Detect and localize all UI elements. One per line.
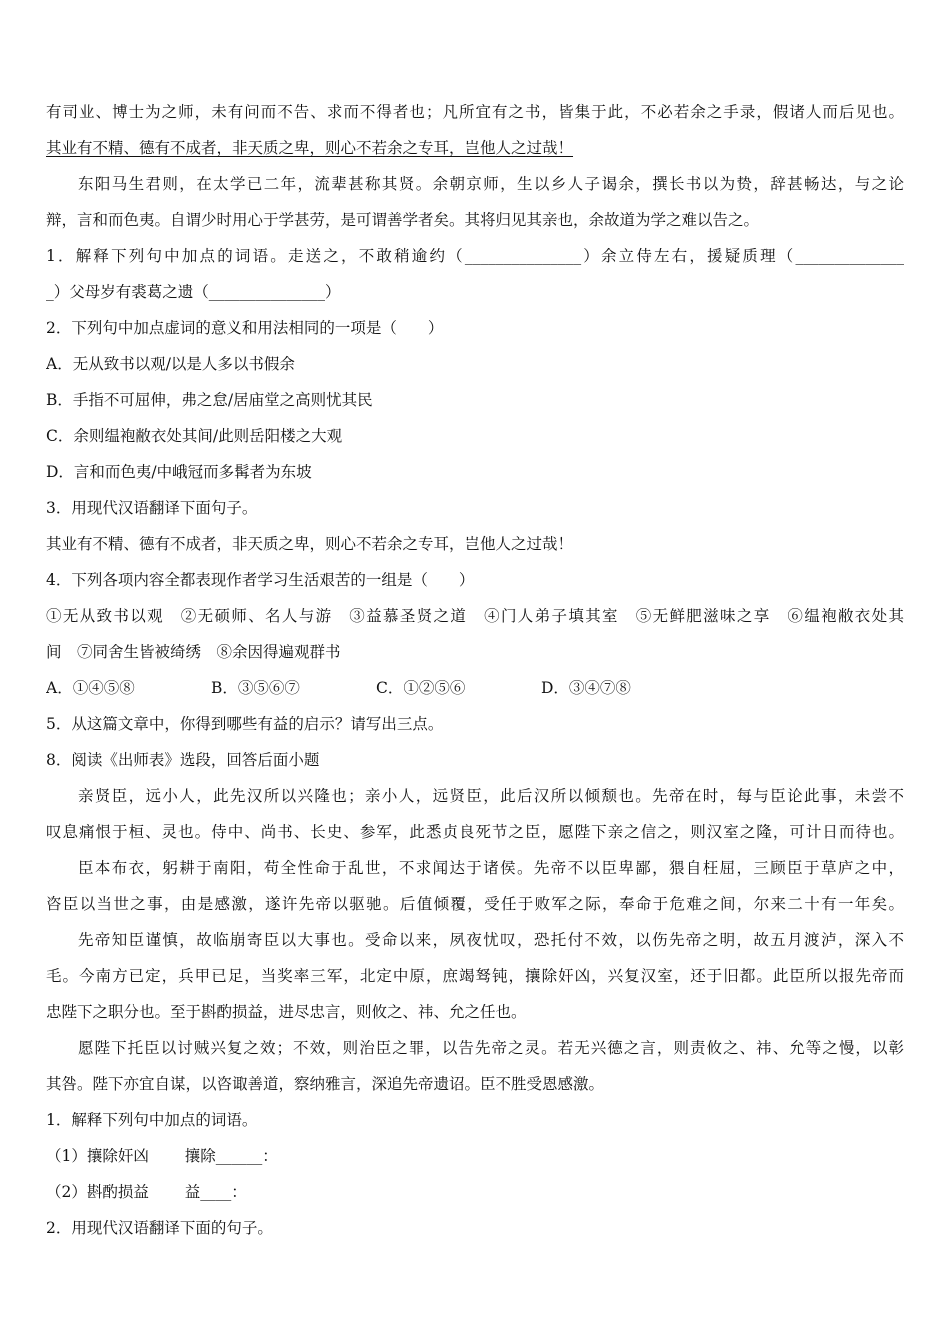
question-3-sentence: 其业有不精、德有不成者，非天质之卑，则心不若余之专耳，岂他人之过哉！ [46,535,574,553]
option-c: C．①②⑤⑥ [376,679,466,697]
question-4-items-cont: 间 ⑦同舍生皆被绮绣 ⑧余因得遍观群书 [46,643,341,661]
question-2-option-b: B．手指不可屈伸，弗之怠/居庙堂之高则忧其民 [46,391,373,409]
sub-question-1-item-1: （1）攘除奸凶 攘除______： [46,1147,278,1165]
question-2-option-a: A．无从致书以观/以是人多以书假余 [46,355,295,373]
passage-para-2-line-2: 咨臣以当世之事，由是感激，遂许先帝以驱驰。后值倾覆，受任于败军之际，奉命于危难之间，尔来二十有一年矣。 [46,895,904,913]
passage-para-4-line-1: 愿陛下托臣以讨贼兴复之效；不效，则治臣之罪，以告先帝之灵。若无兴德之言，则责攸之、祎、允等之慢，以彰 [78,1039,904,1057]
text-line-3: 东阳马生君则，在太学已二年，流辈甚称其贤。余朝京师，生以乡人子谒余，撰长书以为贽，辞甚畅达，与之论 [78,175,904,193]
text-line-1: 有司业、博士为之师，未有问而不告、求而不得者也；凡所宜有之书，皆集于此，不必若余之手录，假诸人而后见也。 [46,103,904,121]
passage-para-1-line-1: 亲贤臣，远小人，此先汉所以兴隆也；亲小人，远贤臣，此后汉所以倾颓也。先帝在时，每与臣论此事，未尝不 [78,787,904,805]
question-5: 5．从这篇文章中，你得到哪些有益的启示？请写出三点。 [46,715,444,733]
sub-question-1: 1．解释下列句中加点的词语。 [46,1111,258,1129]
passage-para-2-line-1: 臣本布衣，躬耕于南阳，苟全性命于乱世，不求闻达于诸侯。先帝不以臣卑鄙，猥自枉屈，三顾臣于草庐之中， [78,859,904,877]
sub-question-2: 2．用现代汉语翻译下面的句子。 [46,1219,273,1237]
question-1-line: 1．解释下列句中加点的词语。走送之，不敢稍逾约（_______________）余立侍左右，援疑质理（______________ [46,247,904,265]
question-2-option-c: C．余则缊袍敝衣处其间/此则岳阳楼之大观 [46,427,343,445]
option-a: A．①④⑤⑧ [46,679,135,697]
passage-para-4-line-2: 其咎。陛下亦宜自谋，以咨诹善道，察纳雅言，深追先帝遗诏。臣不胜受恩感激。 [46,1075,605,1093]
section-8-heading: 8．阅读《出师表》选段，回答后面小题 [46,751,320,769]
option-b: B．③⑤⑥⑦ [211,679,300,697]
question-4-options [46,670,904,706]
underlined-text: 其业有不精、德有不成者，非天质之卑，则心不若余之专耳，岂他人之过哉！ [46,139,574,157]
question-2-option-d: D．言和而色夷/中峨冠而多髯者为东坡 [46,463,312,481]
passage-para-3-line-3: 忠陛下之职分也。至于斟酌损益，进尽忠言，则攸之、祎、允之任也。 [46,1003,527,1021]
question-4: 4．下列各项内容全都表现作者学习生活艰苦的一组是（ ） [46,571,475,589]
passage-para-1-line-2: 叹息痛恨于桓、灵也。侍中、尚书、长史、参军，此悉贞良死节之臣，愿陛下亲之信之，则汉室之隆，可计日而待也。 [46,823,904,841]
question-4-items: ①无从致书以观 ②无硕师、名人与游 ③益慕圣贤之道 ④门人弟子填其室 ⑤无鲜肥滋味之享 ⑥缊袍敝衣处其 [46,607,904,625]
passage-para-3-line-1: 先帝知臣谨慎，故临崩寄臣以大事也。受命以来，夙夜忧叹，恐托付不效，以伤先帝之明，故五月渡泸，深入不 [78,931,904,949]
question-3: 3．用现代汉语翻译下面句子。 [46,499,258,517]
underlined-sentence [46,130,904,166]
option-d: D．③④⑦⑧ [541,679,631,697]
question-2: 2．下列句中加点虚词的意义和用法相同的一项是（ ） [46,319,444,337]
text-line-4: 辩，言和而色夷。自谓少时用心于学甚劳，是可谓善学者矣。其将归见其亲也，余故道为学之难以告之。 [46,211,760,229]
passage-para-3-line-2: 毛。今南方已定，兵甲已足，当奖率三军，北定中原，庶竭驽钝，攘除奸凶，兴复汉室，还于旧都。此臣所以报先帝而 [46,967,904,985]
sub-question-1-item-2: （2）斟酌损益 益____： [46,1183,247,1201]
question-1-cont: _）父母岁有裘葛之遗（_______________） [46,283,341,301]
